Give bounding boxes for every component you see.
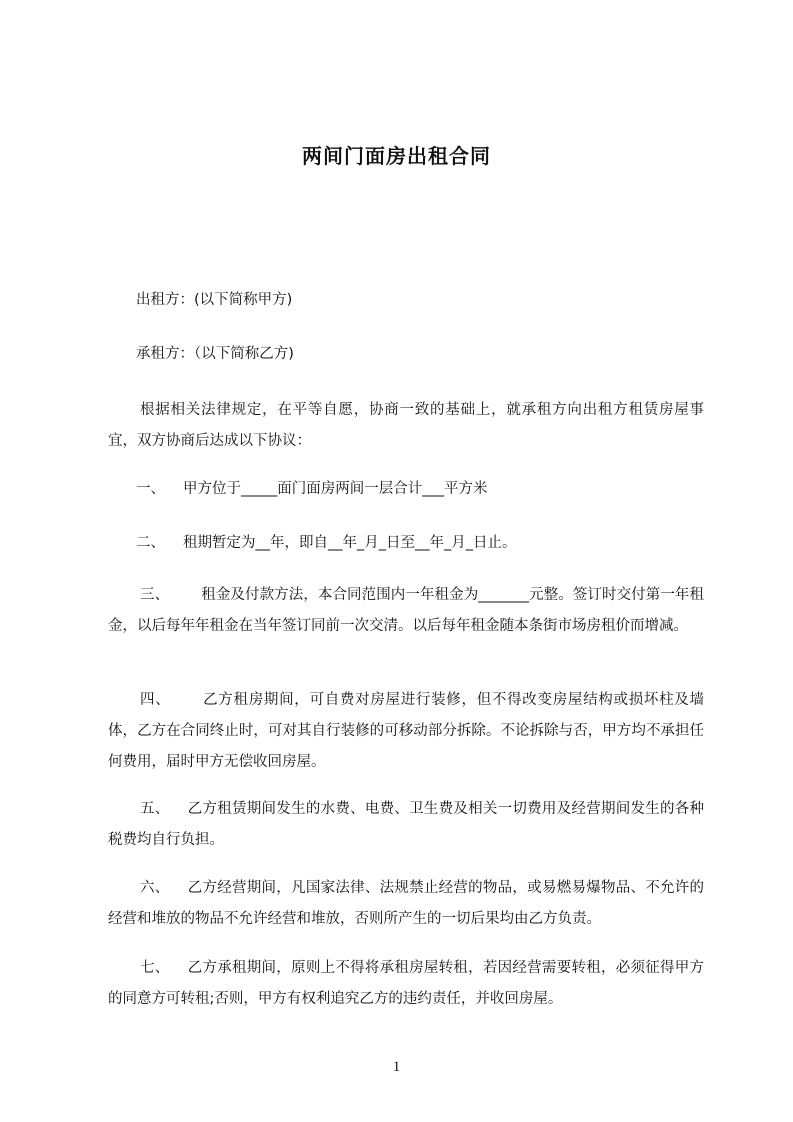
lessor-line: 出租方：(以下简称甲方) xyxy=(136,292,293,308)
clause-5-text: 乙方租赁期间发生的水费、电费、卫生费及相关一切费用及经营期间发生的各种税费均自行负担。 xyxy=(108,801,704,848)
clause-1-number: 一、 xyxy=(136,481,165,497)
clause-7-number: 七、 xyxy=(140,960,170,976)
clause-3 xyxy=(108,580,704,642)
clause-6 xyxy=(108,873,704,935)
page-number: 1 xyxy=(392,1059,401,1075)
clause-5 xyxy=(108,794,704,856)
clause-2-text: 租期暂定为__年，即自__年_月_日至__年_月_日止。 xyxy=(183,535,517,551)
clause-3-number: 三、 xyxy=(140,587,170,603)
contract-title: 两间门面房出租合同 xyxy=(302,144,491,168)
clause-7-text: 乙方承租期间，原则上不得将承租房屋转租，若因经营需要转租，必须征得甲方的同意方可转租;否则，甲方有权利追究乙方的违约责任，并收回房屋。 xyxy=(108,960,704,1007)
clause-6-number: 六、 xyxy=(140,880,170,896)
clause-2 xyxy=(108,528,704,559)
preamble-paragraph: 根据相关法律规定，在平等自愿，协商一致的基础上，就承租方向出租方租赁房屋事宜，双方协商后达成以下协议： xyxy=(108,402,704,449)
clause-6-text: 乙方经营期间，凡国家法律、法规禁止经营的物品，或易燃易爆物品、不允许的经营和堆放的物品不允许经营和堆放，否则所产生的一切后果均由乙方负责。 xyxy=(108,880,704,927)
clause-4 xyxy=(108,685,704,778)
lessee-line: 承租方：（以下简称乙方) xyxy=(136,346,294,362)
clause-1-text: 甲方位于_____面门面房两间一层合计___平方米 xyxy=(183,481,488,497)
clause-3-text: 租金及付款方法，本合同范围内一年租金为_______元整。签订时交付第一年租金，以后每年年租金在当年签订同前一次交清。以后每年租金随本条街市场房租价而增减。 xyxy=(108,587,705,634)
clause-7 xyxy=(108,953,704,1015)
clause-4-number: 四、 xyxy=(140,692,171,708)
clause-4-text: 乙方租房期间，可自费对房屋进行装修，但不得改变房屋结构或损坏柱及墙体，乙方在合同终止时，可对其自行装修的可移动部分拆除。不论拆除与否，甲方均不承担任何费用，届时甲方无偿收回房屋。 xyxy=(108,692,705,770)
clause-5-number: 五、 xyxy=(140,801,170,817)
clause-1 xyxy=(108,474,704,505)
clause-2-number: 二、 xyxy=(136,535,165,551)
